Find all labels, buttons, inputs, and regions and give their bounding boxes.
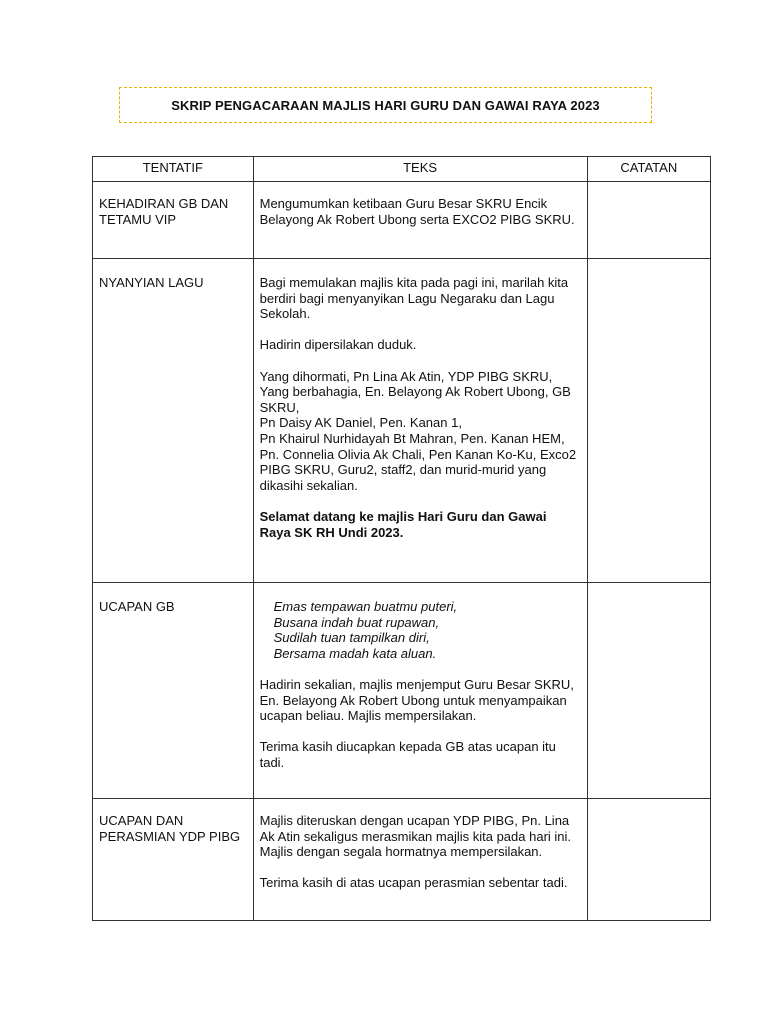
pantun-line: Emas tempawan buatmu puteri, xyxy=(273,599,458,614)
pantun-block xyxy=(260,599,581,661)
teks-paragraph: Hadirin dipersilakan duduk. xyxy=(259,337,417,353)
greeting-line: Pn Daisy AK Daniel, Pen. Kanan 1, xyxy=(259,415,462,431)
document-title: SKRIP PENGACARAAN MAJLIS HARI GURU DAN GAWAI RAYA 2023 xyxy=(171,97,600,113)
table-row xyxy=(93,182,711,259)
greeting-line: Pn. Connelia Olivia Ak Chali, Pen Kanan Ko-Ku, Exco2 PIBG SKRU, Guru2, staff2, dan murid-murid yang dikasihi sekalian. xyxy=(259,446,577,493)
script-table xyxy=(92,156,711,921)
pantun-line: Bersama madah kata aluan. xyxy=(273,645,437,661)
header-tentatif: TENTATIF xyxy=(93,157,254,182)
greeting-line: Yang berbahagia, En. Belayong Ak Robert Ubong, GB SKRU, xyxy=(259,384,571,415)
teks-paragraph: Hadirin sekalian, majlis menjemput Guru Besar SKRU, En. Belayong Ak Robert Ubong untuk menyampaikan ucapan beliau. Majlis mempersilakan. xyxy=(259,676,574,724)
tentatif-cell: UCAPAN DAN PERASMIAN YDP PIBG xyxy=(93,799,254,921)
teks-cell xyxy=(253,583,587,799)
pantun-line: Busana indah buat rupawan, xyxy=(273,614,440,630)
header-catatan: CATATAN xyxy=(587,157,710,182)
teks-cell xyxy=(253,259,587,583)
catatan-cell xyxy=(587,583,710,799)
welcome-text: Selamat datang ke majlis Hari Guru dan Gawai Raya SK RH Undi 2023. xyxy=(259,508,547,540)
teks-paragraph: Terima kasih di atas ucapan perasmian sebentar tadi. xyxy=(259,875,568,891)
catatan-cell xyxy=(587,182,710,259)
document-title-box xyxy=(119,87,652,123)
table-row xyxy=(93,799,711,921)
teks-cell xyxy=(253,182,587,259)
greeting-line: Yang dihormati, Pn Lina Ak Atin, YDP PIBG SKRU, xyxy=(259,368,553,384)
tentatif-cell: KEHADIRAN GB DAN TETAMU VIP xyxy=(93,182,254,259)
catatan-cell xyxy=(587,259,710,583)
table-header-row xyxy=(93,157,711,182)
greeting-block xyxy=(260,369,581,494)
tentatif-cell: NYANYIAN LAGU xyxy=(93,259,254,583)
teks-cell xyxy=(253,799,587,921)
pantun-line: Sudilah tuan tampilkan diri, xyxy=(273,630,430,646)
catatan-cell xyxy=(587,799,710,921)
header-teks: TEKS xyxy=(253,157,587,182)
greeting-line: Pn Khairul Nurhidayah Bt Mahran, Pen. Kanan HEM, xyxy=(259,430,565,446)
table-row xyxy=(93,583,711,799)
teks-paragraph: Majlis diteruskan dengan ucapan YDP PIBG, Pn. Lina Ak Atin sekaligus merasmikan majlis kita pada hari ini. Majlis dengan segala hormatnya mempersilakan. xyxy=(259,813,572,860)
teks-paragraph: Bagi memulakan majlis kita pada pagi ini, marilah kita berdiri bagi menyanyikan Lagu Negaraku dan Lagu Sekolah. xyxy=(259,275,569,322)
teks-paragraph: Terima kasih diucapkan kepada GB atas ucapan itu tadi. xyxy=(259,739,556,770)
table-row xyxy=(93,259,711,583)
teks-paragraph: Mengumumkan ketibaan Guru Besar SKRU Encik Belayong Ak Robert Ubong serta EXCO2 PIBG SKRU. xyxy=(259,196,575,227)
tentatif-cell: UCAPAN GB xyxy=(93,583,254,799)
